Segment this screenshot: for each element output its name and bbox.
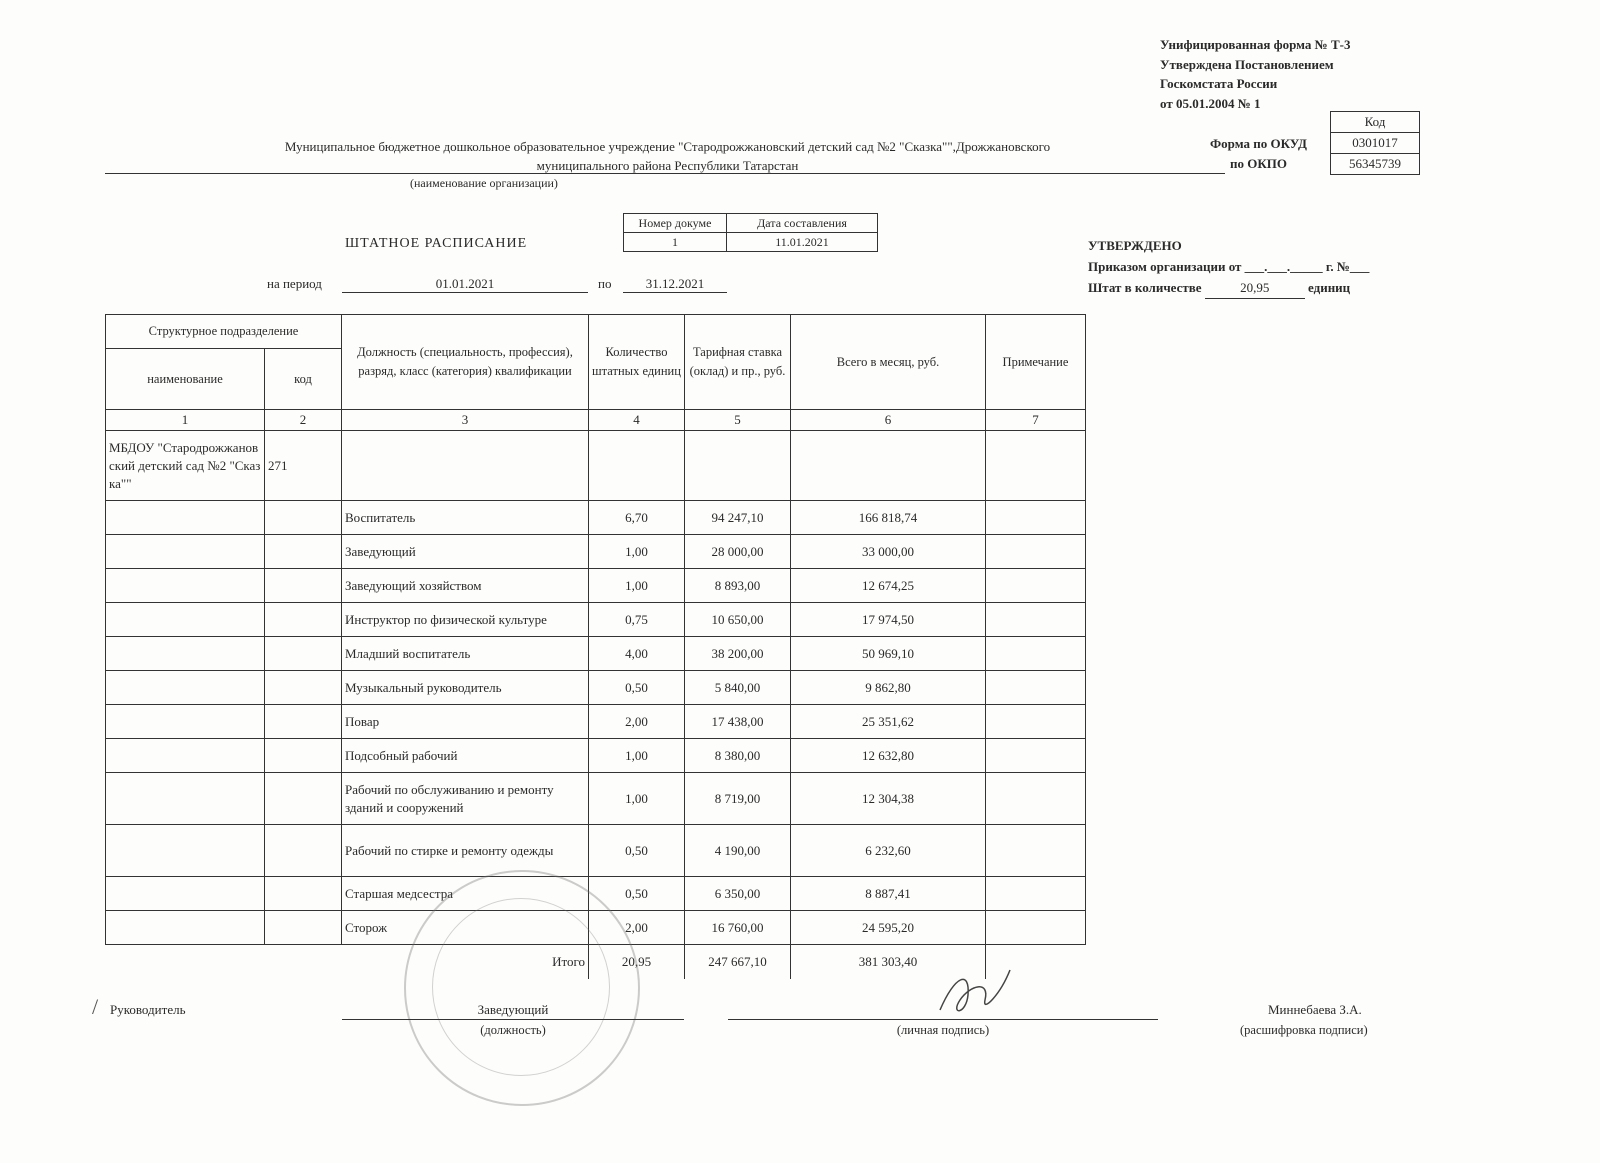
row-position: Старшая медсестра <box>342 877 589 911</box>
period-to: 31.12.2021 <box>623 276 727 293</box>
approval-order: Приказом организации от ___.___._____ г. №___ <box>1088 259 1370 274</box>
row-total: 33 000,00 <box>791 535 986 569</box>
col-number: 3 <box>342 410 589 431</box>
header-rate: Тарифная ставка (оклад) и пр., руб. <box>685 315 791 410</box>
row-position: Сторож <box>342 911 589 945</box>
org-name-line2: муниципального района Республики Татарстан <box>536 158 799 173</box>
table-row <box>106 535 1086 569</box>
row-units: 1,00 <box>589 535 685 569</box>
row-position: Подсобный рабочий <box>342 739 589 773</box>
row-rate: 28 000,00 <box>685 535 791 569</box>
col-number: 4 <box>589 410 685 431</box>
handwritten-signature <box>930 965 1020 1025</box>
organization-name <box>110 137 1225 175</box>
table-row <box>106 569 1086 603</box>
row-position: Заведующий хозяйством <box>342 569 589 603</box>
row-units: 6,70 <box>589 501 685 535</box>
row-units: 0,50 <box>589 671 685 705</box>
signature-caption: (личная подпись) <box>896 1023 990 1037</box>
row-rate: 8 719,00 <box>685 773 791 825</box>
total-label: Итого <box>552 953 585 969</box>
table-row <box>106 603 1086 637</box>
row-units: 0,50 <box>589 825 685 877</box>
form-title: Унифицированная форма № Т-3 <box>1160 37 1351 52</box>
period-to-label: по <box>598 276 612 291</box>
row-total: 17 974,50 <box>791 603 986 637</box>
division-code: 271 <box>265 431 342 501</box>
doc-number: 1 <box>624 233 727 252</box>
table-row <box>106 705 1086 739</box>
approval-block <box>1088 235 1369 299</box>
row-position: Инструктор по физической культуре <box>342 603 589 637</box>
row-total: 12 632,80 <box>791 739 986 773</box>
row-total: 50 969,10 <box>791 637 986 671</box>
row-units: 2,00 <box>589 705 685 739</box>
org-name-line1: Муниципальное бюджетное дошкольное образовательное учреждение "Стародрожжановский детский сад №2 "Сказка"",Дрожжановского <box>284 139 1051 154</box>
division-row <box>106 431 1086 501</box>
row-rate: 8 893,00 <box>685 569 791 603</box>
signature-role: Руководитель <box>110 1002 186 1017</box>
signature-line <box>728 1019 1158 1020</box>
col-number: 1 <box>106 410 265 431</box>
row-units: 4,00 <box>589 637 685 671</box>
row-rate: 94 247,10 <box>685 501 791 535</box>
staff-label: Штат в количестве <box>1088 280 1202 295</box>
total-sum: 381 303,40 <box>791 945 986 979</box>
row-rate: 6 350,00 <box>685 877 791 911</box>
row-units: 1,00 <box>589 773 685 825</box>
position-line <box>342 1019 684 1020</box>
row-position: Заведующий <box>342 535 589 569</box>
header-position: Должность (специальность, профессия), разряд, класс (категория) квалификации <box>342 315 589 410</box>
period-label: на период <box>267 276 322 291</box>
staffing-table <box>105 314 1086 979</box>
header-units: Количество штатных единиц <box>589 315 685 410</box>
staff-unit: единиц <box>1308 280 1351 295</box>
doc-date-header: Дата составления <box>727 214 878 233</box>
table-row <box>106 773 1086 825</box>
header-code: код <box>265 349 342 410</box>
signatory-name: Миннебаева З.А. <box>1268 1002 1362 1017</box>
row-position: Музыкальный руководитель <box>342 671 589 705</box>
staff-count-line <box>1088 277 1369 299</box>
header-note: Примечание <box>986 315 1086 410</box>
table-row <box>106 501 1086 535</box>
column-numbers-row <box>106 410 1086 431</box>
division-name: МБДОУ "Стародрожжановский детский сад №2 "Сказка"" <box>106 431 265 501</box>
row-total: 12 304,38 <box>791 773 986 825</box>
decree-date: от 05.01.2004 № 1 <box>1160 95 1261 111</box>
row-total: 166 818,74 <box>791 501 986 535</box>
name-caption: (расшифровка подписи) <box>1240 1023 1368 1037</box>
row-total: 12 674,25 <box>791 569 986 603</box>
total-units: 20,95 <box>589 945 685 979</box>
row-total: 25 351,62 <box>791 705 986 739</box>
total-rate: 247 667,10 <box>685 945 791 979</box>
doc-number-header: Номер докуме <box>624 214 727 233</box>
form-header <box>1160 35 1350 113</box>
row-units: 0,50 <box>589 877 685 911</box>
col-number: 6 <box>791 410 986 431</box>
header-total: Всего в месяц, руб. <box>791 315 986 410</box>
signatory-position: Заведующий <box>477 1002 549 1017</box>
row-units: 1,00 <box>589 739 685 773</box>
doc-date: 11.01.2021 <box>727 233 878 252</box>
goskomstat: Госкомстата России <box>1160 76 1278 91</box>
code-header: Код <box>1331 112 1420 133</box>
col-number: 5 <box>685 410 791 431</box>
row-rate: 8 380,00 <box>685 739 791 773</box>
row-units: 0,75 <box>589 603 685 637</box>
row-position: Рабочий по стирке и ремонту одежды <box>342 825 589 877</box>
row-rate: 4 190,00 <box>685 825 791 877</box>
position-caption: (должность) <box>480 1023 546 1037</box>
row-position: Повар <box>342 705 589 739</box>
row-position: Воспитатель <box>342 501 589 535</box>
table-row <box>106 671 1086 705</box>
row-rate: 10 650,00 <box>685 603 791 637</box>
header-name: наименование <box>106 349 265 410</box>
org-underline <box>105 173 1225 174</box>
okud-label: Форма по ОКУД <box>1210 136 1307 151</box>
okud-value: 0301017 <box>1331 133 1420 154</box>
row-total: 9 862,80 <box>791 671 986 705</box>
okpo-value: 56345739 <box>1331 154 1420 175</box>
col-number: 7 <box>986 410 1086 431</box>
row-rate: 16 760,00 <box>685 911 791 945</box>
row-rate: 38 200,00 <box>685 637 791 671</box>
table-row <box>106 637 1086 671</box>
okpo-label: по ОКПО <box>1230 156 1288 171</box>
org-caption: (наименование организации) <box>410 176 558 190</box>
period-from: 01.01.2021 <box>342 276 588 293</box>
codes-table <box>1330 111 1420 175</box>
row-position: Младший воспитатель <box>342 637 589 671</box>
organization-seal-inner <box>432 898 610 1076</box>
table-row <box>106 739 1086 773</box>
row-rate: 17 438,00 <box>685 705 791 739</box>
row-position: Рабочий по обслуживанию и ремонту зданий и сооружений <box>342 773 589 825</box>
document-number-table <box>623 213 878 252</box>
row-rate: 5 840,00 <box>685 671 791 705</box>
row-total: 24 595,20 <box>791 911 986 945</box>
row-total: 8 887,41 <box>791 877 986 911</box>
row-units: 1,00 <box>589 569 685 603</box>
table-row <box>106 825 1086 877</box>
col-number: 2 <box>265 410 342 431</box>
approval-title: УТВЕРЖДЕНО <box>1088 238 1182 253</box>
row-total: 6 232,60 <box>791 825 986 877</box>
document-title: ШТАТНОЕ РАСПИСАНИЕ <box>345 236 528 251</box>
staff-count: 20,95 <box>1205 277 1305 299</box>
slash-mark: / <box>92 994 99 1019</box>
header-division: Структурное подразделение <box>106 315 342 349</box>
row-units: 2,00 <box>589 911 685 945</box>
approved-by: Утверждена Постановлением <box>1160 56 1334 72</box>
